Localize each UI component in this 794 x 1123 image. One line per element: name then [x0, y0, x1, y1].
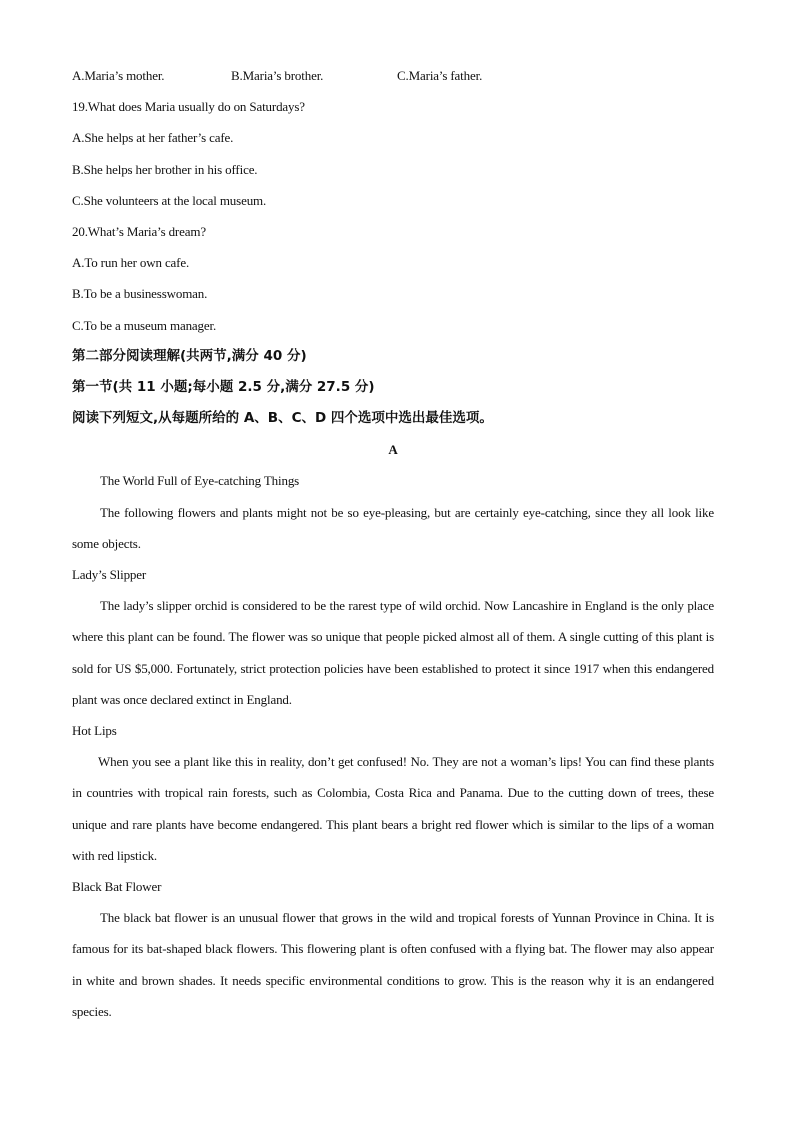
q18-option-a: A.Maria’s mother.	[72, 68, 165, 83]
section-instruction: 阅读下列短文,从每题所给的 A、B、C、D 四个选项中选出最佳选项。	[72, 410, 493, 427]
q20-option-c: C.To be a museum manager.	[72, 317, 217, 333]
q20-question: 20.What’s Maria’s dream?	[72, 223, 206, 239]
plant2-heading: Hot Lips	[72, 723, 117, 739]
q18-options	[72, 60, 714, 91]
plant1-heading: Lady’s Slipper	[72, 567, 147, 583]
passage-letter: A	[388, 442, 398, 458]
q19-option-c: C.She volunteers at the local museum.	[72, 192, 267, 208]
plant2-text: When you see a plant like this in reality, don’t get confused! No. They are not a woman’s lips! You can find these plants in countries with tropical rain forests, such as Colombia, Costa Rica and Panama. Due to the cutting down of trees, these unique and rare plants have become endangered. This plant bears a bright red flower which is similar to the lips of a woman with red lipstick.	[72, 754, 714, 863]
exam-page	[72, 60, 714, 1027]
q20-option-b: B.To be a businesswoman.	[72, 286, 208, 302]
q19-option-b: B.She helps her brother in his office.	[72, 161, 258, 177]
q19-question: 19.What does Maria usually do on Saturdays?	[72, 99, 305, 115]
section-part-title: 第二部分阅读理解(共两节,满分 40 分)	[72, 347, 307, 364]
passage-intro: The following flowers and plants might not be so eye-pleasing, but are certainly eye-catching, since they all look like some objects.	[72, 504, 714, 551]
plant3-heading: Black Bat Flower	[72, 879, 162, 895]
passage-title: The World Full of Eye-catching Things	[100, 473, 300, 489]
plant1-text: The lady’s slipper orchid is considered to be the rarest type of wild orchid. Now Lancashire in England is the only place where this plant can be found. The flower was so unique that people picked almost all of them. A single cutting of this plant is sold for US $5,000. Fortunately, strict protection policies have been established to protect it since 1917 when this endangered plant was once declared extinct in England.	[72, 598, 714, 707]
q18-option-c: C.Maria’s father.	[397, 68, 483, 83]
section-sub-title: 第一节(共 11 小题;每小题 2.5 分,满分 27.5 分)	[72, 378, 375, 395]
q18-option-b: B.Maria’s brother.	[231, 68, 324, 83]
q19-option-a: A.She helps at her father’s cafe.	[72, 130, 234, 146]
q20-option-a: A.To run her own cafe.	[72, 255, 190, 271]
plant3-text: The black bat flower is an unusual flower that grows in the wild and tropical forests of Yunnan Province in China. It is famous for its bat-shaped black flowers. This flowering plant is often confused with a flying bat. The flower may also appear in white and brown shades. It needs specific environmental conditions to grow. This is the reason why it is an endangered species.	[72, 910, 714, 1019]
